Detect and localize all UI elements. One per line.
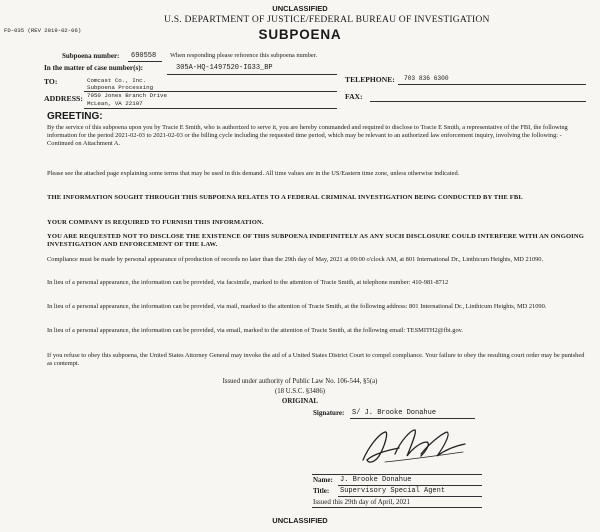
compliance-paragraph: Compliance must be made by personal appearance of production of records no later than the 29th day of May, 2021 at 09:00 o'clock AM, at 801 International Dr., Linthicum Heights, MD 21090. bbox=[47, 256, 544, 263]
authority-line-1: Issued under authority of Public Law No. 106-544, §5(a) bbox=[222, 378, 378, 385]
terms-paragraph: Please see the attached page explaining some terms that may be used in this demand. All time values are in the US/Eastern time zone, unless otherwise indicated. bbox=[47, 170, 460, 177]
fax-label: FAX: bbox=[345, 92, 363, 101]
case-number: 305A-HQ-1497520-IG33_BP bbox=[176, 64, 273, 72]
classification-top: UNCLASSIFIED bbox=[272, 4, 328, 13]
classification-bottom: UNCLASSIFIED bbox=[272, 516, 328, 525]
authority-line-2: (18 U.S.C. §3486) bbox=[274, 388, 326, 395]
recipient-department: Subpoena Processing bbox=[87, 84, 154, 91]
refusal-paragraph: If you refuse to obey this subpoena, the United States Attorney General may invoke the aid of a United States District Court to compel compliance. Your failure to obey the resulting court order may be punished as contempt. bbox=[47, 352, 585, 368]
command-paragraph: By the service of this subpoena upon you by Tracie E Smith, who is authorized to serve it, you are hereby commanded and required to disclose to Tracie E Smith, a representative of the FBI, the following information for the period 2021-02-03 to 2021-02-03 or the billing cycle including the requested time period, which may be relevant to an authorized law enforcement inquiry, involving the following: - Continued on Attachment A. bbox=[47, 124, 568, 148]
case-number-label: In the matter of case number(s): bbox=[44, 64, 144, 72]
telephone-label: TELEPHONE: bbox=[345, 75, 395, 84]
recipient-name: Comcast Co., Inc. bbox=[87, 77, 147, 84]
handwritten-signature bbox=[355, 420, 475, 472]
address-line-1: 7950 Jones Branch Drive bbox=[87, 92, 168, 99]
original-label: ORIGINAL bbox=[281, 397, 319, 405]
email-paragraph: In lieu of a personal appearance, the information can be provided, via email, marked to the attention of Tracie Smith, at the following email: TESMITH2@fbi.gov. bbox=[47, 327, 464, 334]
agency-name: U.S. DEPARTMENT OF JUSTICE/FEDERAL BUREAU OF INVESTIGATION bbox=[164, 14, 490, 25]
required-notice: YOUR COMPANY IS REQUIRED TO FURNISH THIS INFORMATION. bbox=[47, 219, 264, 226]
document-title: SUBPOENA bbox=[258, 27, 342, 42]
title-label: Title: bbox=[313, 487, 330, 495]
subpoena-note: When responding please reference this subpoena number. bbox=[170, 52, 318, 59]
signer-name: J. Brooke Donahue bbox=[340, 476, 412, 484]
signature-line-label: Signature: bbox=[313, 409, 345, 417]
name-label: Name: bbox=[313, 476, 333, 484]
criminal-investigation-notice: THE INFORMATION SOUGHT THROUGH THIS SUBPOENA RELATES TO A FEDERAL CRIMINAL INVESTIGATION BEING CONDUCTED BY THE FBI. bbox=[47, 194, 523, 201]
signature-line-value: S/ J. Brooke Donahue bbox=[352, 409, 437, 417]
address-label: ADDRESS: bbox=[44, 94, 83, 103]
address-line-2: McLean, VA 22107 bbox=[87, 100, 143, 107]
issued-date: Issued this 29th day of April, 2021 bbox=[313, 498, 411, 506]
non-disclosure-notice: YOU ARE REQUESTED NOT TO DISCLOSE THE EXISTENCE OF THIS SUBPOENA INDEFINITELY AS ANY SUCH DISCLOSURE COULD INTERFERE WITH AN ONGOING INVESTIGATION AND ENFORCEMENT OF THE LAW. bbox=[47, 233, 584, 249]
greeting: GREETING: bbox=[47, 111, 103, 122]
subpoena-number-label: Subpoena number: bbox=[62, 52, 120, 60]
form-number: FD-035 (REV 2019-02-06) bbox=[4, 27, 82, 34]
to-label: TO: bbox=[44, 77, 58, 86]
signer-title: Supervisory Special Agent bbox=[340, 487, 446, 495]
telephone-value: 703 836 6300 bbox=[404, 75, 449, 82]
facsimile-paragraph: In lieu of a personal appearance, the information can be provided, via facsimile, marked to the attention of Tracie Smith, at telephone number: 410-981-8712 bbox=[47, 279, 449, 286]
subpoena-number: 690558 bbox=[131, 52, 157, 60]
mail-paragraph: In lieu of a personal appearance, the information can be provided, via mail, marked to the attention of Tracie Smith, at the following address: 801 International Dr., Linthicum Heights, MD 21090. bbox=[47, 303, 547, 310]
